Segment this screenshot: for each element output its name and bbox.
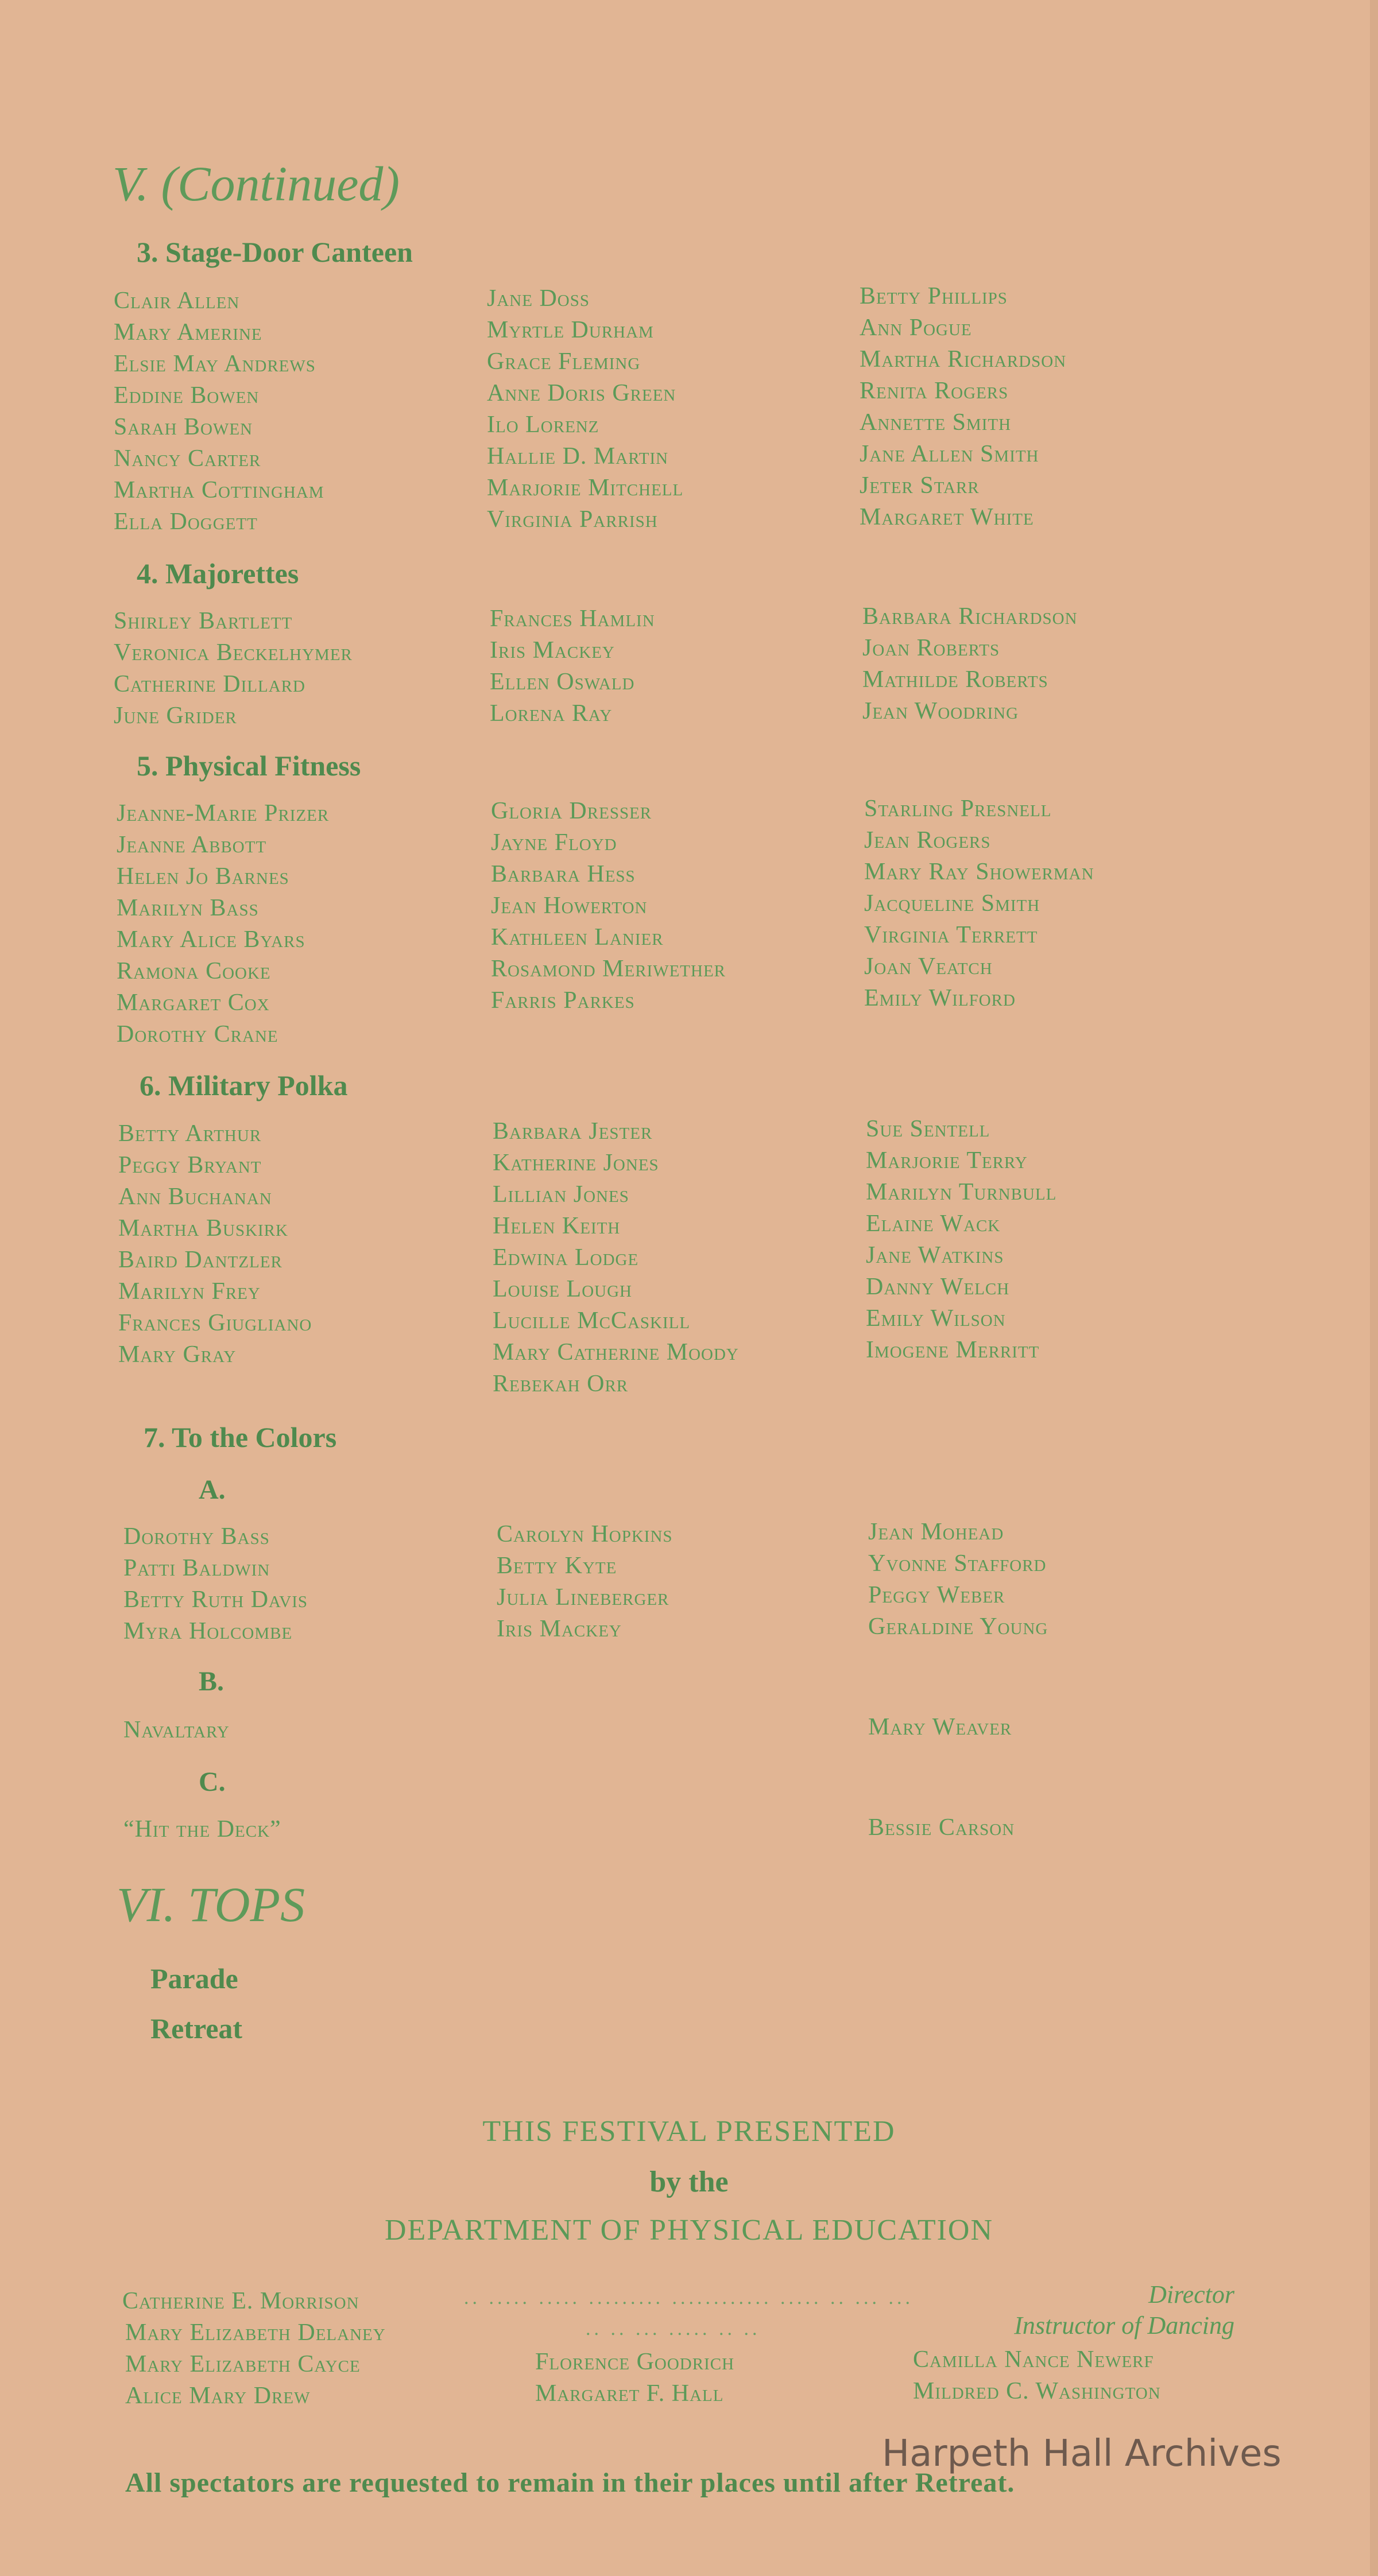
performer-name: Marilyn Bass xyxy=(117,895,259,921)
performer-name: Kathleen Lanier xyxy=(491,924,664,951)
performer-name: Imogene Merritt xyxy=(866,1337,1040,1363)
majorettes-column-2 xyxy=(490,603,655,730)
part-v-title: V. (Continued) xyxy=(113,156,400,211)
staff-name: Margaret F. Hall xyxy=(535,2380,724,2407)
performer-name: Betty Phillips xyxy=(860,283,1008,309)
colors-c-performer: Bessie Carson xyxy=(868,1814,1015,1841)
performer-name: Iris Mackey xyxy=(497,1616,622,1642)
performer-name: Annette Smith xyxy=(860,409,1012,436)
performer-name: Mary Gray xyxy=(118,1341,237,1368)
performer-name: Marjorie Mitchell xyxy=(487,475,684,501)
performer-name: Geraldine Young xyxy=(868,1613,1048,1640)
performer-name: Patti Baldwin xyxy=(123,1555,270,1581)
performer-name: Mary Amerine xyxy=(114,319,262,346)
colors-a-column-1 xyxy=(123,1521,308,1647)
performer-name: Joan Veatch xyxy=(864,953,993,980)
performer-name: Carolyn Hopkins xyxy=(497,1521,673,1547)
performer-name: Barbara Hess xyxy=(491,861,636,887)
section-physical-fitness-heading: 5. Physical Fitness xyxy=(137,750,361,782)
subsection-a-label: A. xyxy=(199,1475,226,1505)
dance-instructor-role: Instructor of Dancing xyxy=(1014,2311,1234,2340)
performer-name: Elaine Wack xyxy=(866,1211,1001,1237)
director-leader-dots: .. ..... ..... ......... ............ ..... .. ... ... xyxy=(464,2287,913,2309)
performer-name: Jeter Starr xyxy=(860,472,980,499)
performer-name: Elsie May Andrews xyxy=(114,351,316,377)
performer-name: Sarah Bowen xyxy=(114,414,253,440)
performer-name: Helen Keith xyxy=(493,1213,621,1239)
performer-name: Jane Doss xyxy=(487,285,590,312)
performer-name: Dorothy Bass xyxy=(123,1523,270,1550)
performer-name: Margaret White xyxy=(860,504,1034,530)
subsection-b-label: B. xyxy=(199,1666,224,1697)
festival-presented-line: THIS FESTIVAL PRESENTED xyxy=(482,2115,896,2148)
polka-column-2 xyxy=(493,1116,739,1400)
performer-name: Veronica Beckelhymer xyxy=(114,639,353,666)
fitness-column-1 xyxy=(117,798,329,1050)
stage-door-column-1 xyxy=(114,285,324,538)
performer-name: Marilyn Frey xyxy=(118,1278,261,1305)
majorettes-column-3 xyxy=(862,601,1078,727)
performer-name: Anne Doris Green xyxy=(487,380,676,406)
performer-name: Jean Mohead xyxy=(868,1519,1004,1545)
performer-name: Baird Dantzler xyxy=(118,1247,282,1273)
performer-name: Mary Ray Showerman xyxy=(864,859,1094,885)
performer-name: Marjorie Terry xyxy=(866,1147,1028,1174)
performer-name: Eddine Bowen xyxy=(114,382,260,409)
performer-name: Gloria Dresser xyxy=(491,798,652,824)
tops-item-retreat: Retreat xyxy=(150,2012,243,2044)
performer-name: Betty Ruth Davis xyxy=(123,1586,308,1613)
performer-name: Mathilde Roberts xyxy=(862,666,1048,693)
subsection-c-label: C. xyxy=(199,1767,226,1797)
colors-c-piece: “Hit the Deck” xyxy=(123,1816,281,1842)
colors-a-column-3 xyxy=(868,1516,1048,1643)
performer-name: Barbara Richardson xyxy=(862,603,1078,630)
performer-name: Mary Alice Byars xyxy=(117,926,305,953)
performer-name: Shirley Bartlett xyxy=(114,608,293,634)
performer-name: Nancy Carter xyxy=(114,445,261,472)
performer-name: Virginia Parrish xyxy=(487,506,658,533)
performer-name: Marilyn Turnbull xyxy=(866,1179,1057,1205)
performer-name: Frances Giugliano xyxy=(118,1310,312,1336)
section-stage-door-canteen-heading: 3. Stage-Door Canteen xyxy=(137,236,413,268)
performer-name: Emily Wilford xyxy=(864,985,1016,1011)
archive-watermark: Harpeth Hall Archives xyxy=(882,2433,1282,2475)
colors-a-column-2 xyxy=(497,1519,673,1645)
performer-name: Jayne Floyd xyxy=(491,829,617,856)
performer-name: Margaret Cox xyxy=(117,990,270,1016)
polka-column-3 xyxy=(866,1114,1056,1366)
stage-door-column-2 xyxy=(487,283,683,536)
staff-column-3 xyxy=(913,2344,1161,2407)
performer-name: Iris Mackey xyxy=(490,637,615,664)
performer-name: Sue Sentell xyxy=(866,1116,990,1142)
performer-name: Martha Buskirk xyxy=(118,1215,288,1242)
performer-name: Jeanne Abbott xyxy=(117,832,267,858)
majorettes-column-1 xyxy=(114,606,353,732)
performer-name: Clair Allen xyxy=(114,288,240,314)
performer-name: June Grider xyxy=(114,703,237,729)
director-role: Director xyxy=(1148,2280,1234,2309)
performer-name: Peggy Bryant xyxy=(118,1152,262,1178)
performer-name: Edwina Lodge xyxy=(493,1244,639,1271)
section-majorettes-heading: 4. Majorettes xyxy=(137,557,299,589)
performer-name: Jane Watkins xyxy=(866,1242,1004,1268)
performer-name: Grace Fleming xyxy=(487,348,641,375)
performer-name: Myra Holcombe xyxy=(123,1618,293,1644)
performer-name: Yvonne Stafford xyxy=(868,1550,1047,1577)
performer-name: Renita Rogers xyxy=(860,378,1009,404)
performer-name: Hallie D. Martin xyxy=(487,443,669,470)
staff-column-1 xyxy=(125,2349,361,2412)
section-to-the-colors-heading: 7. To the Colors xyxy=(144,1421,337,1453)
performer-name: Farris Parkes xyxy=(491,987,635,1014)
performer-name: Ellen Oswald xyxy=(490,669,635,695)
performer-name: Jean Woodring xyxy=(862,698,1019,724)
stage-door-column-3 xyxy=(860,281,1066,533)
performer-name: Louise Lough xyxy=(493,1276,632,1302)
performer-name: Lucille McCaskill xyxy=(493,1308,691,1334)
director-name: Catherine E. Morrison xyxy=(122,2288,359,2314)
staff-name: Florence Goodrich xyxy=(535,2349,735,2375)
staff-name: Alice Mary Drew xyxy=(125,2383,311,2409)
performer-name: Myrtle Durham xyxy=(487,317,654,343)
performer-name: Jean Howerton xyxy=(491,893,648,919)
performer-name: Betty Kyte xyxy=(497,1553,617,1579)
performer-name: Ilo Lorenz xyxy=(487,412,599,438)
colors-b-performer: Mary Weaver xyxy=(868,1714,1012,1740)
performer-name: Barbara Jester xyxy=(493,1118,653,1145)
section-military-polka-heading: 6. Military Polka xyxy=(140,1069,348,1101)
performer-name: Ella Doggett xyxy=(114,509,258,535)
department-line: DEPARTMENT OF PHYSICAL EDUCATION xyxy=(384,2214,994,2247)
performer-name: Rebekah Orr xyxy=(493,1371,629,1397)
performer-name: Martha Cottingham xyxy=(114,477,324,503)
performer-name: Lillian Jones xyxy=(493,1181,629,1208)
performer-name: Jeanne-Marie Prizer xyxy=(117,800,330,827)
performer-name: Rosamond Meriwether xyxy=(491,956,726,982)
staff-name: Mildred C. Washington xyxy=(913,2378,1161,2404)
performer-name: Peggy Weber xyxy=(868,1582,1005,1608)
performer-name: Danny Welch xyxy=(866,1274,1010,1300)
performer-name: Virginia Terrett xyxy=(864,922,1038,948)
staff-column-2 xyxy=(535,2346,734,2410)
performer-name: Dorothy Crane xyxy=(117,1021,278,1048)
performer-name: Julia Lineberger xyxy=(497,1584,669,1611)
dance-instructor-leader-dots: .. .. ... ..... .. .. xyxy=(586,2318,761,2340)
performer-name: Emily Wilson xyxy=(866,1305,1006,1332)
dance-instructor-name: Mary Elizabeth Delaney xyxy=(125,2319,386,2346)
performer-name: Ann Pogue xyxy=(860,315,972,341)
colors-b-piece: Navaltary xyxy=(123,1717,230,1743)
performer-name: Starling Presnell xyxy=(864,796,1052,822)
performer-name: Helen Jo Barnes xyxy=(117,863,289,890)
staff-name: Camilla Nance Newerf xyxy=(913,2346,1154,2373)
staff-name: Mary Elizabeth Cayce xyxy=(125,2351,361,2377)
fitness-column-2 xyxy=(491,796,726,1017)
tops-item-parade: Parade xyxy=(150,1962,238,1995)
performer-name: Katherine Jones xyxy=(493,1150,659,1176)
performer-name: Ann Buchanan xyxy=(118,1184,272,1210)
performer-name: Jean Rogers xyxy=(864,827,991,854)
performer-name: Joan Roberts xyxy=(862,635,1000,661)
spectator-notice: All spectators are requested to remain in their places until after Retreat. xyxy=(125,2468,1015,2498)
performer-name: Ramona Cooke xyxy=(117,958,271,984)
by-the-line: by the xyxy=(649,2166,729,2198)
part-vi-title: VI. TOPS xyxy=(117,1877,305,1932)
performer-name: Jane Allen Smith xyxy=(860,441,1039,467)
performer-name: Lorena Ray xyxy=(490,700,613,727)
performer-name: Mary Catherine Moody xyxy=(493,1339,739,1365)
performer-name: Catherine Dillard xyxy=(114,671,305,697)
performer-name: Frances Hamlin xyxy=(490,606,655,632)
fitness-column-3 xyxy=(864,793,1094,1014)
performer-name: Betty Arthur xyxy=(118,1120,262,1147)
polka-column-1 xyxy=(118,1118,312,1371)
performer-name: Martha Richardson xyxy=(860,346,1067,373)
performer-name: Jacqueline Smith xyxy=(864,890,1040,917)
